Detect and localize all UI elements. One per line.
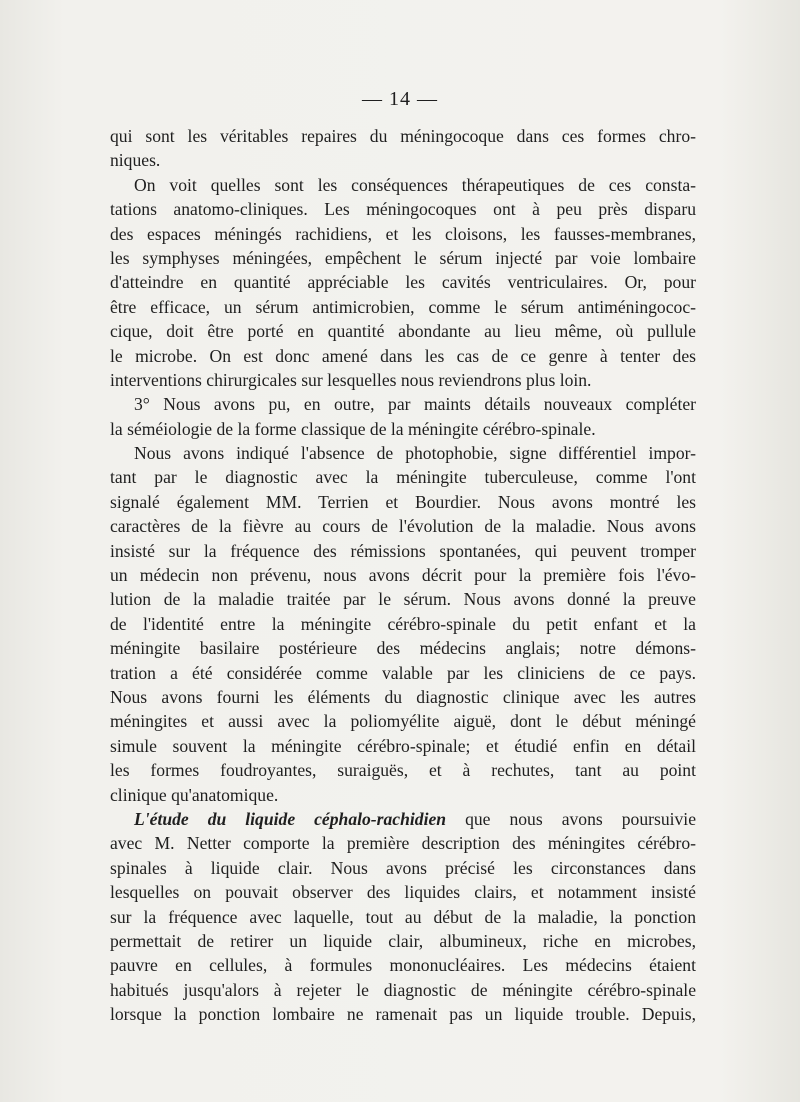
line-text: habitués jusqu'alors à rejeter le diagnostic de méningite cérébro-spinale [110,979,696,1000]
line-text: spinales à liquide clair. Nous avons précisé les circonstances dans [110,857,696,878]
line-text: cique, doit être porté en quantité abondante au lieu même, où pullule [110,321,696,342]
line-text: méningite basilaire postérieure des médecins anglais; notre démons- [110,638,696,659]
text-line [110,368,696,392]
line-text: interventions chirurgicales sur lesquelles nous reviendrons plus loin. [110,369,592,390]
text-line [110,514,696,538]
line-text: Nous avons indiqué l'absence de photophobie, signe différentiel impor- [134,443,696,464]
line-text: qui sont les véritables repaires du méningocoque dans ces formes chro- [110,126,696,146]
line-text: lesquelles on pouvait observer des liquides clairs, et notamment insisté [110,882,696,903]
text-line [110,392,696,416]
line-text: les formes foudroyantes, suraiguës, et à rechutes, tant au point [110,760,696,781]
line-text: On voit quelles sont les conséquences thérapeutiques de ces consta- [134,174,696,195]
text-line [110,880,696,904]
text-line [110,441,696,465]
line-text: des espaces méningés rachidiens, et les cloisons, les fausses-membranes, [110,223,696,244]
line-text: signalé également MM. Terrien et Bourdier. Nous avons montré les [110,491,696,512]
line-text: niques. [110,150,161,171]
text-line [110,124,696,148]
text-line [110,758,696,782]
emphasized-phrase: L'étude du liquide céphalo-rachidien [134,808,447,829]
line-text: être efficace, un sérum antimicrobien, comme le sérum antiméningococ- [110,296,696,317]
line-text: sur la fréquence avec laquelle, tout au début de la maladie, la ponction [110,906,696,927]
line-text: tration a été considérée comme valable par les cliniciens de ce pays. [110,662,696,683]
text-line [110,148,696,172]
text-line [110,490,696,514]
page-number: — 14 — [362,88,438,110]
line-text: la séméiologie de la forme classique de la méningite cérébro-spinale. [110,418,596,439]
line-text: lorsque la ponction lombaire ne ramenait pas un liquide trouble. Depuis, [110,1004,696,1025]
line-text: les symphyses méningées, empêchent le sérum injecté par voie lombaire [110,247,696,268]
line-text: tations anatomo-cliniques. Les méningocoques ont à peu près disparu [110,199,696,220]
text-line [110,685,696,709]
text-line [110,295,696,319]
line-text: clinique qu'anatomique. [110,784,279,805]
line-text: caractères de la fièvre au cours de l'évolution de la maladie. Nous avons [110,516,696,537]
text-line [110,734,696,758]
line-text: permettait de retirer un liquide clair, albumineux, riche en microbes, [110,930,696,951]
body-text [110,124,696,1026]
text-line [110,856,696,880]
text-line [110,978,696,1002]
line-text: que nous avons poursuivie [446,808,696,829]
text-line [110,709,696,733]
text-line [110,465,696,489]
line-text: Nous avons fourni les éléments du diagnostic clinique avec les autres [110,686,696,707]
line-text: lution de la maladie traitée par le sérum. Nous avons donné la preuve [110,589,696,610]
line-text: un médecin non prévenu, nous avons décrit pour la première fois l'évo- [110,565,696,586]
text-line [110,344,696,368]
text-line [110,783,696,807]
text-line [110,905,696,929]
text-line [110,661,696,685]
line-text: méningites et aussi avec la poliomyélite aiguë, dont le début méningé [110,711,696,732]
text-line [110,173,696,197]
text-line [110,197,696,221]
text-line [110,270,696,294]
text-line [110,929,696,953]
line-text: insisté sur la fréquence des rémissions spontanées, qui peuvent tromper [110,540,696,561]
text-line [110,587,696,611]
line-text: simule souvent la méningite cérébro-spinale; et étudié enfin en détail [110,735,696,756]
text-line [110,831,696,855]
line-text: pauvre en cellules, à formules mononucléaires. Les médecins étaient [110,955,696,976]
text-line [110,417,696,441]
text-line [110,612,696,636]
line-text: tant par le diagnostic avec la méningite tuberculeuse, comme l'ont [110,467,696,488]
text-line [110,636,696,660]
text-line [110,1002,696,1026]
line-text: de l'identité entre la méningite cérébro-spinale du petit enfant et la [110,613,696,634]
text-line [110,807,696,831]
text-line [110,319,696,343]
text-line [110,246,696,270]
text-line [110,953,696,977]
text-line [110,539,696,563]
line-text: 3° Nous avons pu, en outre, par maints détails nouveaux compléter [134,394,696,415]
line-text: avec M. Netter comporte la première description des méningites cérébro- [110,833,696,854]
text-line [110,222,696,246]
line-text: le microbe. On est donc amené dans les cas de ce genre à tenter des [110,345,696,366]
line-text: d'atteindre en quantité appréciable les cavités ventriculaires. Or, pour [110,272,696,293]
text-line [110,563,696,587]
